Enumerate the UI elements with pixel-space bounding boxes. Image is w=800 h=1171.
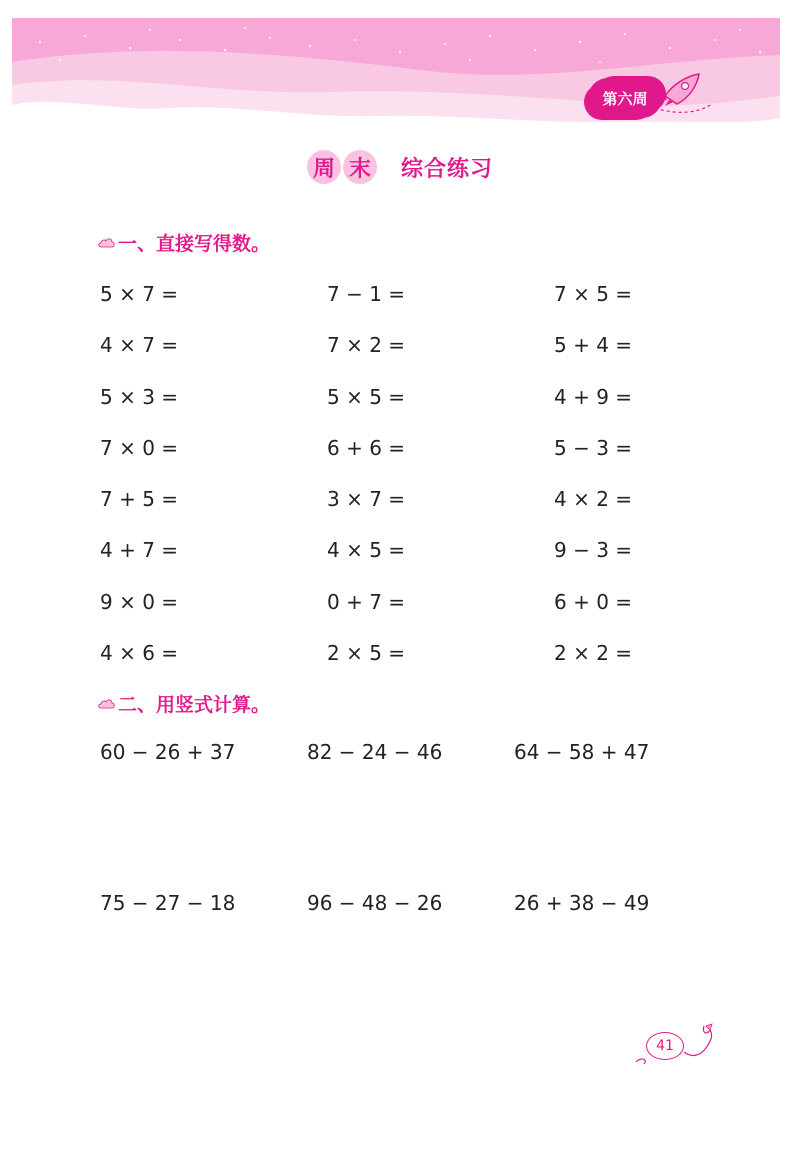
problem: 9 × 0 = bbox=[100, 589, 179, 614]
problem: 7 × 5 = bbox=[554, 282, 633, 306]
problem: 7 × 0 = bbox=[100, 435, 179, 460]
problem: 5 + 4 = bbox=[554, 333, 633, 358]
section-1-heading bbox=[98, 229, 270, 256]
problem: 7 + 5 = bbox=[100, 487, 179, 512]
problem: 4 + 7 = bbox=[100, 538, 179, 563]
problem: 2 × 2 = bbox=[554, 641, 633, 666]
section-2-heading bbox=[98, 690, 270, 717]
problem: 5 × 7 = bbox=[100, 282, 179, 306]
written-problem: 75 − 27 − 18 bbox=[100, 891, 236, 915]
problem: 5 × 5 = bbox=[327, 384, 406, 409]
written-problem: 96 − 48 − 26 bbox=[307, 891, 443, 915]
problem: 6 + 6 = bbox=[327, 435, 406, 460]
rocket-icon bbox=[655, 70, 705, 106]
written-problem: 26 + 38 − 49 bbox=[514, 891, 650, 915]
cloud-icon bbox=[98, 237, 116, 249]
written-problem: 82 − 24 − 46 bbox=[307, 740, 443, 764]
problem: 7 × 2 = bbox=[327, 333, 406, 358]
title-char-1: 周 bbox=[307, 150, 341, 184]
problem: 3 × 7 = bbox=[327, 487, 406, 512]
problem: 4 × 6 = bbox=[100, 641, 179, 666]
problem: 4 × 7 = bbox=[100, 333, 179, 358]
problem: 2 × 5 = bbox=[327, 641, 406, 666]
problem: 6 + 0 = bbox=[554, 589, 633, 614]
oral-arithmetic-grid bbox=[100, 280, 754, 690]
problem: 4 × 2 = bbox=[554, 487, 633, 512]
problem: 4 × 5 = bbox=[327, 538, 406, 563]
title-char-2: 末 bbox=[343, 150, 377, 184]
problem: 7 − 1 = bbox=[327, 282, 406, 306]
problem: 5 × 3 = bbox=[100, 384, 179, 409]
problem: 4 + 9 = bbox=[554, 384, 633, 409]
problem: 9 − 3 = bbox=[554, 538, 633, 563]
written-problem: 60 − 26 + 37 bbox=[100, 740, 236, 764]
problem: 0 + 7 = bbox=[327, 589, 406, 614]
page-title bbox=[0, 145, 800, 189]
page-number: 41 bbox=[646, 1032, 684, 1060]
week-badge: 第六周 bbox=[588, 78, 662, 118]
written-problem: 64 − 58 + 47 bbox=[514, 740, 650, 764]
section-1-heading-text: 一、直接写得数。 bbox=[118, 233, 271, 255]
title-subtitle: 综合练习 bbox=[400, 156, 493, 182]
problem: 5 − 3 = bbox=[554, 435, 633, 460]
written-calc-row-2 bbox=[100, 891, 714, 915]
cloud-icon bbox=[98, 698, 116, 710]
section-2-heading-text: 二、用竖式计算。 bbox=[118, 694, 271, 716]
written-calc-row-1 bbox=[100, 740, 714, 764]
